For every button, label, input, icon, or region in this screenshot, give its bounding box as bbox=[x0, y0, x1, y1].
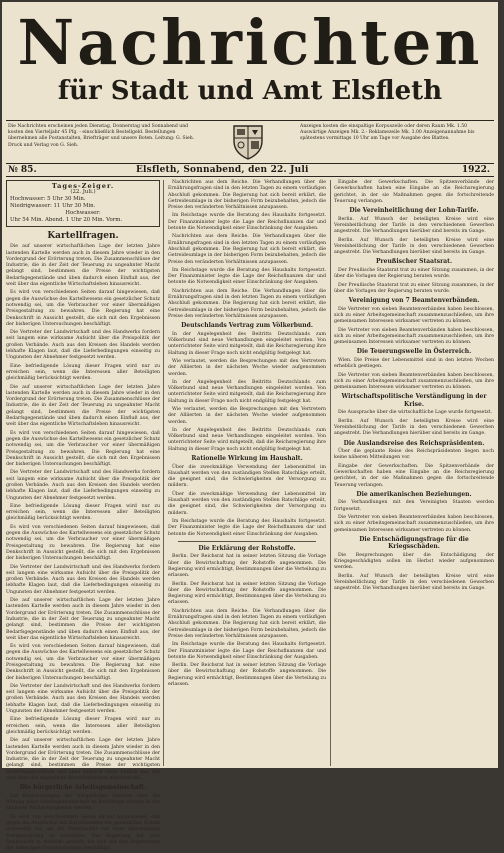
article-paragraph: Die auf unserer wirtschaftlichen Lage der letzten Jahre lastenden Kartelle werden auch in diesem Jahre wieder in den Vordergrund der Erörterung treten. Die Zusammenschlüsse der Industrie, die in der Zeit der Teuerung zu ungeahnter Macht gelangt sind, bestimmen die Preise der wichtigsten Bedarfsgegenstände und üben dadurch einen Einfluß aus, der weit über das eigentliche Wirtschaftsleben hinausreicht. bbox=[6, 738, 160, 782]
article-paragraph: Nachrichten aus dem Reiche. Die Verhandlungen über die Ernährungsfragen sind in den letzten Tagen zu einem vorläufigen Abschluß gekommen. Die Regierung hat sich bereit erklärt, die Getreideumlage in der bisherigen Form beizubehalten, jedoch die Preise den veränderten Verhältnissen anzupassen. bbox=[168, 180, 326, 211]
tides-line: Hochwasser: bbox=[65, 210, 101, 217]
article-paragraph: Eine befriedigende Lösung dieser Fragen wird nur zu erreichen sein, wenn die Interessen aller Beteiligten gleichmäßig berücksichtigt werden. bbox=[6, 503, 160, 522]
column-1 bbox=[6, 180, 160, 852]
advertising-info: Anzeigen kosten die einspaltige Korpuszeile oder deren Raum Mk. 1.50 Auswärtige Anzeigen Mk. 2.- Reklamezeile Mk. 3.00 Anzeigenannahme bis spätestens vormittags 10 Uhr am Tage vor Ausgabe des Blattes. bbox=[300, 124, 475, 142]
article-paragraph: Der Preußische Staatsrat trat zu einer Sitzung zusammen, in der über die Vorlagen der Regierung beraten wurde. bbox=[334, 267, 494, 280]
article-paragraph: Es wird von verschiedenen Seiten darauf hingewiesen, daß gegen die Auswüchse des Kartellwesens ein gesetzlicher Schutz notwendig sei, um die Verbraucher vor einer übermäßigen Preisgestaltung zu bewahren. Die Regierung hat eine Denkschrift in Aussicht gestellt, die sich mit den Ergebnissen der bisherigen Untersuchungen beschäftigt. bbox=[6, 814, 160, 852]
article-paragraph: Die Vertreter der Landwirtschaft und des Handwerks fordern seit langem eine wirksame Aufsicht über die Preispolitik der großen Verbände. Auch aus den Kreisen des Handels werden lebhafte Klagen laut, daß die Lieferbedingungen einseitig zu Ungunsten der Abnehmer festgesetzt werden. bbox=[6, 330, 160, 361]
article-paragraph: Über die zweckmäßige Verwendung der Lebensmittel im Haushalt werden von den zuständigen Stellen Ratschläge erteilt, die geeignet sind, die Schwierigkeiten der Versorgung zu mildern. bbox=[168, 491, 326, 516]
article-paragraph: In der Angelegenheit des Beitritts Deutschlands zum Völkerbund sind neue Verhandlungen eingeleitet worden. Von unterrichteter Seite wird mitgeteilt, daß die Reichsregierung ihre Haltung in dieser Frage noch nicht endgültig festgelegt hat. bbox=[168, 331, 326, 356]
article-paragraph: Im Reichstage wurde die Beratung des Haushalts fortgesetzt. Der Finanzminister legte die Lage der Reichsfinanzen dar und betonte die Notwendigkeit einer Einschränkung der Ausgaben. bbox=[168, 213, 326, 232]
article-paragraph: Nachrichten aus dem Reiche. Die Verhandlungen über die Ernährungsfragen sind in den letzten Tagen zu einem vorläufigen Abschluß gekommen. Die Regierung hat sich bereit erklärt, die Getreideumlage in der bisherigen Form beizubehalten, jedoch die Preise den veränderten Verhältnissen anzupassen. bbox=[168, 234, 326, 265]
newspaper-subtitle: für Stadt und Amt Elsfleth bbox=[57, 76, 443, 106]
article-heading: Kartellfragen. bbox=[47, 231, 119, 242]
issue-year: 1922. bbox=[461, 165, 490, 175]
article-paragraph: Nachrichten aus dem Reiche. Die Verhandlungen über die Ernährungsfragen sind in den letzten Tagen zu einem vorläufigen Abschluß gekommen. Die Regierung hat sich bereit erklärt, die Getreideumlage in der bisherigen Form beizubehalten, jedoch die Preise den veränderten Verhältnissen anzupassen. bbox=[168, 608, 326, 639]
article-paragraph: Im Reichstage wurde die Beratung des Haushalts fortgesetzt. Der Finanzminister legte die Lage der Reichsfinanzen dar und betonte die Notwendigkeit einer Einschränkung der Ausgaben. bbox=[168, 518, 326, 537]
article-paragraph: Der Preußische Staatsrat trat zu einer Sitzung zusammen, in der über die Vorlagen der Regierung beraten wurde. bbox=[334, 282, 494, 294]
article-paragraph: Berlin. Auf Wunsch der beteiligten Kreise wird eine Vereinheitlichung der Tarife in den verschiedenen Gewerben angestrebt. Die Verhandlungen hierüber sind bereits im Gange. bbox=[334, 418, 494, 437]
article-heading: Die Entschädigungsfrage für die Kriegsschäden. bbox=[359, 535, 469, 551]
tides-line: (22. Juli.) bbox=[70, 189, 96, 196]
masthead bbox=[2, 2, 498, 120]
article-heading: Die Auslandsreise des Reichspräsidenten. bbox=[343, 439, 485, 447]
article-paragraph: Berlin. Der Reichsrat hat in seiner letzten Sitzung die Vorlage über die Bewirtschaftung der Rohstoffe angenommen. Die Regierung wird ermächtigt, Bestimmungen über die Verteilung zu erlassen. bbox=[168, 554, 326, 579]
article-paragraph: Die Vertreter der Landwirtschaft und des Handwerks fordern seit langem eine wirksame Aufsicht über die Preispolitik der großen Verbände. Auch aus den Kreisen des Handels werden lebhafte Klagen laut, daß die Lieferbedingungen einseitig zu Ungunsten der Abnehmer festgesetzt werden. bbox=[6, 564, 160, 595]
article-heading: Deutschlands Vertrag zum Völkerbund. bbox=[181, 322, 313, 330]
tides-title: Tages-Zeiger. bbox=[51, 182, 115, 190]
newspaper-title: Nachrichten bbox=[17, 6, 483, 79]
coat-of-arms-icon bbox=[228, 123, 268, 161]
article-paragraph: Die Verhandlungen mit den Vereinigten Staaten werden fortgesetzt. bbox=[334, 500, 494, 512]
column-rule bbox=[330, 180, 331, 766]
article-heading: Vereinigung von 7 Beamtenverbänden. bbox=[348, 297, 480, 305]
article-paragraph: Die auf unserer wirtschaftlichen Lage der letzten Jahre lastenden Kartelle werden auch in diesem Jahre wieder in den Vordergrund der Erörterung treten. Die Zusammenschlüsse der Industrie, die in der Zeit der Teuerung zu ungeahnter Macht gelangt sind, bestimmen die Preise der wichtigsten Bedarfsgegenstände und üben dadurch einen Einfluß aus, der weit über das eigentliche Wirtschaftsleben hinausreicht. bbox=[6, 244, 160, 288]
article-heading: Die bürgerliche Arbeitsgemeinschaft. bbox=[19, 784, 147, 792]
article-paragraph: Im Reichstage wurde die Beratung des Haushalts fortgesetzt. Der Finanzminister legte die Lage der Reichsfinanzen dar und betonte die Notwendigkeit einer Einschränkung der Ausgaben. bbox=[168, 642, 326, 660]
article-paragraph: Berlin. Der Reichsrat hat in seiner letzten Sitzung die Vorlage über die Bewirtschaftung der Rohstoffe angenommen. Die Regierung wird ermächtigt, Bestimmungen über die Verteilung zu erlassen. bbox=[168, 581, 326, 606]
article-paragraph: Wie verlautet, werden die Besprechungen mit den Vertretern der Alliierten in der nächsten Woche wieder aufgenommen werden. bbox=[168, 358, 326, 377]
article-heading: Preußischer Staatsrat. bbox=[375, 258, 453, 266]
article-heading: Die amerikanischen Beziehungen. bbox=[356, 490, 472, 498]
article-paragraph: Eingabe der Gewerkschaften. Die Spitzenverbände der Gewerkschaften haben eine Eingabe an die Reichsregierung gerichtet, in der sie Maßnahmen gegen die fortschreitende Teuerung verlangen. bbox=[334, 180, 494, 204]
article-heading: Die Vereinheitlichung der Lohn-Tarife. bbox=[349, 207, 479, 215]
tides-line: Uhr 54 Min. Abend. 1 Uhr 20 Min. Vorm. bbox=[10, 217, 123, 224]
issue-number: № 85. bbox=[8, 165, 37, 175]
article-paragraph: Berlin. Der Reichsrat hat in seiner letzten Sitzung die Vorlage über die Bewirtschaftung der Rohstoffe angenommen. Die Regierung wird ermächtigt, Bestimmungen über die Verteilung zu erlassen. bbox=[168, 663, 326, 687]
article-paragraph: Die auf unserer wirtschaftlichen Lage der letzten Jahre lastenden Kartelle werden auch in diesem Jahre wieder in den Vordergrund der Erörterung treten. Die Zusammenschlüsse der Industrie, die in der Zeit der Teuerung zu ungeahnter Macht gelangt sind, bestimmen die Preise der wichtigsten Bedarfsgegenstände und üben dadurch einen Einfluß aus, der weit über das eigentliche Wirtschaftsleben hinausreicht. bbox=[6, 384, 160, 428]
article-heading: Die Erklärung der Rohstoffe. bbox=[198, 544, 296, 552]
article-paragraph: Die Vertreter von sieben Beamtenverbänden haben beschlossen, sich zu einer Arbeitsgemeinschaft zusammenzuschließen, um ihre gemeinsamen Interessen wirksamer vertreten zu können. bbox=[334, 514, 494, 533]
column-2 bbox=[168, 180, 326, 766]
dateline-bar bbox=[6, 164, 494, 177]
article-paragraph: Berlin. Auf Wunsch der beteiligten Kreise wird eine Vereinheitlichung der Tarife in den verschiedenen Gewerben angestrebt. Die Verhandlungen hierüber sind bereits im Gange. bbox=[334, 216, 494, 235]
article-heading: Die Teuerungswelle in Österreich. bbox=[356, 348, 472, 356]
article-paragraph: Eine befriedigende Lösung dieser Fragen wird nur zu erreichen sein, wenn die Interessen aller Beteiligten gleichmäßig berücksichtigt werden. bbox=[6, 363, 160, 382]
article-heading: Rationelle Wirkung im Haushalt. bbox=[191, 455, 303, 463]
article-paragraph: Im Reichstage wurde die Beratung des Haushalts fortgesetzt. Der Finanzminister legte die Lage der Reichsfinanzen dar und betonte die Notwendigkeit einer Einschränkung der Ausgaben. bbox=[168, 267, 326, 286]
article-paragraph: Wien. Die Preise der Lebensmittel sind in den letzten Wochen erheblich gestiegen. bbox=[334, 357, 494, 370]
tides-line: Niedrigwasser: 11 Uhr 30 Min. bbox=[10, 203, 96, 210]
article-paragraph: Berlin. Auf Wunsch der beteiligten Kreise wird eine Vereinheitlichung der Tarife in den verschiedenen Gewerben angestrebt. Die Verhandlungen hierüber sind bereits im Gange. bbox=[334, 237, 494, 256]
article-paragraph: Die Vertreter von sieben Beamtenverbänden haben beschlossen, sich zu einer Arbeitsgemeinschaft zusammenzuschließen, um ihre gemeinsamen Interessen wirksamer vertreten zu können. bbox=[334, 372, 494, 391]
article-paragraph: Die auf unserer wirtschaftlichen Lage der letzten Jahre lastenden Kartelle werden auch in diesem Jahre wieder in den Vordergrund der Erörterung treten. Die Zusammenschlüsse der Industrie, die in der Zeit der Teuerung zu ungeahnter Macht gelangt sind, bestimmen die Preise der wichtigsten Bedarfsgegenstände und üben dadurch einen Einfluß aus, der weit über das eigentliche Wirtschaftsleben hinausreicht. bbox=[6, 598, 160, 641]
article-paragraph: In der Angelegenheit des Beitritts Deutschlands zum Völkerbund sind neue Verhandlungen eingeleitet worden. Von unterrichteter Seite wird mitgeteilt, daß die Reichsregierung ihre Haltung in dieser Frage noch nicht endgültig festgelegt hat. bbox=[168, 427, 326, 452]
article-paragraph: Die Besprechungen über die Entschädigung der Kriegsgeschädigten sollen im Herbst wieder aufgenommen werden. bbox=[334, 552, 494, 571]
article-paragraph: Die Vertreter von sieben Beamtenverbänden haben beschlossen, sich zu einer Arbeitsgemeinschaft zusammenzuschließen, um ihre gemeinsamen Interessen wirksamer vertreten zu können. bbox=[334, 327, 494, 346]
article-paragraph: Die Vertreter von sieben Beamtenverbänden haben beschlossen, sich zu einer Arbeitsgemeinschaft zusammenzuschließen, um ihre gemeinsamen Interessen wirksamer vertreten zu können. bbox=[334, 306, 494, 325]
info-bar bbox=[6, 120, 494, 164]
article-paragraph: Es wird von verschiedenen Seiten darauf hingewiesen, daß gegen die Auswüchse des Kartellwesens ein gesetzlicher Schutz notwendig sei, um die Verbraucher vor einer übermäßigen Preisgestaltung zu bewahren. Die Regierung hat eine Denkschrift in Aussicht gestellt, die sich mit den Ergebnissen der bisherigen Untersuchungen beschäftigt. bbox=[6, 644, 160, 681]
column-3 bbox=[334, 180, 494, 766]
article-paragraph: Über die geplante Reise des Reichspräsidenten liegen noch keine näheren Mitteilungen vor. bbox=[334, 449, 494, 461]
article-paragraph: Über die zweckmäßige Verwendung der Lebensmittel im Haushalt werden von den zuständigen Stellen Ratschläge erteilt, die geeignet sind, die Schwierigkeiten der Versorgung zu mildern. bbox=[168, 464, 326, 489]
article-paragraph: Die Besprechungen der bürgerlichen Parteien über die Bildung einer Arbeitsgemeinschaft im Reichstage werden in der nächsten Woche fortgesetzt werden. bbox=[6, 793, 160, 812]
tides-line: Hochwasser: 5 Uhr 30 Min. bbox=[10, 196, 86, 203]
newspaper-page bbox=[2, 2, 498, 852]
article-paragraph: Es wird von verschiedenen Seiten darauf hingewiesen, daß gegen die Auswüchse des Kartellwesens ein gesetzlicher Schutz notwendig sei, um die Verbraucher vor einer übermäßigen Preisgestaltung zu bewahren. Die Regierung hat eine Denkschrift in Aussicht gestellt, die sich mit den Ergebnissen der bisherigen Untersuchungen beschäftigt. bbox=[6, 430, 160, 468]
article-paragraph: Es wird von verschiedenen Seiten darauf hingewiesen, daß gegen die Auswüchse des Kartellwesens ein gesetzlicher Schutz notwendig sei, um die Verbraucher vor einer übermäßigen Preisgestaltung zu bewahren. Die Regierung hat eine Denkschrift in Aussicht gestellt, die sich mit den Ergebnissen der bisherigen Untersuchungen beschäftigt. bbox=[6, 290, 160, 327]
tides-box bbox=[6, 180, 160, 227]
article-paragraph: Die Vertreter der Landwirtschaft und des Handwerks fordern seit langem eine wirksame Aufsicht über die Preispolitik der großen Verbände. Auch aus den Kreisen des Handels werden lebhafte Klagen laut, daß die Lieferbedingungen einseitig zu Ungunsten der Abnehmer festgesetzt werden. bbox=[6, 683, 160, 715]
article-paragraph: Wie verlautet, werden die Besprechungen mit den Vertretern der Alliierten in der nächsten Woche wieder aufgenommen werden. bbox=[168, 407, 326, 425]
article-paragraph: Berlin. Auf Wunsch der beteiligten Kreise wird eine Vereinheitlichung der Tarife in den verschiedenen Gewerben angestrebt. Die Verhandlungen hierüber sind bereits im Gange. bbox=[334, 573, 494, 592]
article-paragraph: Nachrichten aus dem Reiche. Die Verhandlungen über die Ernährungsfragen sind in den letzten Tagen zu einem vorläufigen Abschluß gekommen. Die Regierung hat sich bereit erklärt, die Getreideumlage in der bisherigen Form beizubehalten, jedoch die Preise den veränderten Verhältnissen anzupassen. bbox=[168, 288, 326, 319]
subscription-info: Die Nachrichten erscheinen jeden Dienstag, Donnerstag und Sonnabend und kosten den Vierteljahr 45 Pfg. - einschließlich Bestellgeld. Bestellungen übernehmen alle Postanstalten, Briefträger und unsere Boten. Leitung: G. Sieh. Druck und Verlag von G. Sieh. bbox=[8, 124, 195, 148]
article-paragraph: Eine befriedigende Lösung dieser Fragen wird nur zu erreichen sein, wenn die Interessen aller Beteiligten gleichmäßig berücksichtigt werden. bbox=[6, 717, 160, 735]
article-paragraph: Die Aussprache über die wirtschaftliche Lage wurde fortgesetzt. bbox=[338, 410, 493, 416]
article-paragraph: Eingabe der Gewerkschaften. Die Spitzenverbände der Gewerkschaften haben eine Eingabe an die Reichsregierung gerichtet, in der sie Maßnahmen gegen die fortschreitende Teuerung verlangen. bbox=[334, 463, 494, 488]
issue-date: Elsfleth, Sonnabend, den 22. Juli bbox=[136, 165, 309, 175]
article-paragraph: Es wird von verschiedenen Seiten darauf hingewiesen, daß gegen die Auswüchse des Kartellwesens ein gesetzlicher Schutz notwendig sei, um die Verbraucher vor einer übermäßigen Preisgestaltung zu bewahren. Die Regierung hat eine Denkschrift in Aussicht gestellt, die sich mit den Ergebnissen der bisherigen Untersuchungen beschäftigt. bbox=[6, 524, 160, 562]
article-paragraph: Die Vertreter der Landwirtschaft und des Handwerks fordern seit langem eine wirksame Aufsicht über die Preispolitik der großen Verbände. Auch aus den Kreisen des Handels werden lebhafte Klagen laut, daß die Lieferbedingungen einseitig zu Ungunsten der Abnehmer festgesetzt werden. bbox=[6, 470, 160, 501]
section-divider bbox=[178, 541, 316, 542]
column-rule bbox=[163, 180, 164, 766]
article-heading: Wirtschaftspolitische Verständigung in der Krise. bbox=[341, 393, 487, 408]
article-paragraph: In der Angelegenheit des Beitritts Deutschlands zum Völkerbund sind neue Verhandlungen eingeleitet worden. Von unterrichteter Seite wird mitgeteilt, daß die Reichsregierung ihre Haltung in dieser Frage noch nicht endgültig festgelegt hat. bbox=[168, 379, 326, 404]
